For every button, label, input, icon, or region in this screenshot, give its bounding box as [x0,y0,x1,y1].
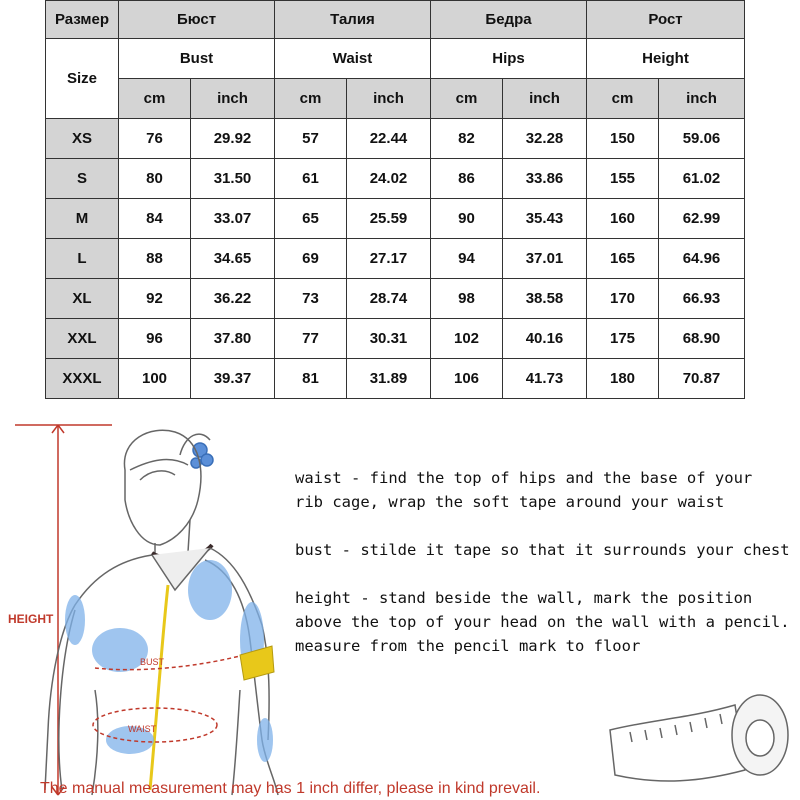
table-row [46,199,745,239]
header-ru-hips: Бедра [431,1,587,39]
height-instruction: height - stand beside the wall, mark the position above the top of your head on the wall with a pencil. measure from the pencil mark to floor [295,589,790,655]
measurement-cell: 81 [275,359,347,399]
measurement-cell: 31.89 [347,359,431,399]
size-cell: XS [46,119,119,159]
measurement-cell: 70.87 [659,359,745,399]
measurement-cell: 76 [119,119,191,159]
unit-header: inch [503,79,587,119]
measurement-cell: 36.22 [191,279,275,319]
measurement-disclaimer: The manual measurement may has 1 inch differ, please in kind prevail. [40,780,541,797]
measurement-cell: 33.07 [191,199,275,239]
measurement-cell: 41.73 [503,359,587,399]
unit-header: inch [191,79,275,119]
measurement-cell: 65 [275,199,347,239]
measurement-cell: 77 [275,319,347,359]
header-ru-waist: Талия [275,1,431,39]
measurement-cell: 28.74 [347,279,431,319]
measurement-cell: 84 [119,199,191,239]
measurement-cell: 175 [587,319,659,359]
header-en-bust: Bust [119,39,275,79]
header-ru-height: Рост [587,1,745,39]
header-row-russian [46,1,745,39]
measurement-cell: 35.43 [503,199,587,239]
waist-instruction: waist - find the top of hips and the base of your rib cage, wrap the soft tape around your waist [295,469,753,511]
bust-label: BUST [140,657,165,667]
measurement-cell: 61 [275,159,347,199]
measurement-cell: 38.58 [503,279,587,319]
measurement-cell: 61.02 [659,159,745,199]
size-chart-table [45,0,745,399]
measurement-cell: 170 [587,279,659,319]
measurement-cell: 59.06 [659,119,745,159]
header-en-height: Height [587,39,745,79]
header-row-english [46,39,745,79]
unit-header: cm [587,79,659,119]
measurement-cell: 165 [587,239,659,279]
measurement-cell: 86 [431,159,503,199]
size-cell: M [46,199,119,239]
size-cell: XXXL [46,359,119,399]
header-en-waist: Waist [275,39,431,79]
measurement-cell: 66.93 [659,279,745,319]
measurement-cell: 69 [275,239,347,279]
measurement-cell: 160 [587,199,659,239]
measurement-cell: 73 [275,279,347,319]
measurement-cell: 40.16 [503,319,587,359]
table-row [46,159,745,199]
measurement-cell: 150 [587,119,659,159]
measurement-cell: 80 [119,159,191,199]
header-row-units [46,79,745,119]
table-row [46,319,745,359]
measurement-cell: 155 [587,159,659,199]
size-cell: XL [46,279,119,319]
unit-header: cm [119,79,191,119]
measurement-cell: 62.99 [659,199,745,239]
measurement-cell: 24.02 [347,159,431,199]
header-en-hips: Hips [431,39,587,79]
measurement-cell: 90 [431,199,503,239]
measurement-cell: 30.31 [347,319,431,359]
measurement-cell: 92 [119,279,191,319]
measurement-cell: 102 [431,319,503,359]
measurement-cell: 57 [275,119,347,159]
measurement-cell: 37.80 [191,319,275,359]
measurement-cell: 94 [431,239,503,279]
header-ru-bust: Бюст [119,1,275,39]
unit-header: inch [659,79,745,119]
measurement-instructions [295,466,795,682]
waist-label: WAIST [128,724,157,734]
measurement-cell: 33.86 [503,159,587,199]
measurement-cell: 31.50 [191,159,275,199]
measurement-cell: 27.17 [347,239,431,279]
size-cell: XXL [46,319,119,359]
measurement-cell: 37.01 [503,239,587,279]
measurement-cell: 68.90 [659,319,745,359]
header-ru-size: Размер [46,1,119,39]
table-row [46,279,745,319]
measurement-cell: 96 [119,319,191,359]
measurement-cell: 32.28 [503,119,587,159]
measurement-cell: 106 [431,359,503,399]
measurement-cell: 100 [119,359,191,399]
bust-instruction: bust - stilde it tape so that it surrounds your chest [295,541,790,559]
header-size: Size [46,39,119,119]
height-label: HEIGHT [8,612,54,626]
measurement-cell: 34.65 [191,239,275,279]
unit-header: cm [431,79,503,119]
measurement-cell: 25.59 [347,199,431,239]
measurement-cell: 29.92 [191,119,275,159]
table-row [46,119,745,159]
table-row [46,359,745,399]
unit-header: inch [347,79,431,119]
table-row [46,239,745,279]
measurement-cell: 98 [431,279,503,319]
measuring-tape-roll-icon [610,695,788,781]
measurement-cell: 64.96 [659,239,745,279]
size-cell: S [46,159,119,199]
measurement-cell: 82 [431,119,503,159]
unit-header: cm [275,79,347,119]
measurement-cell: 39.37 [191,359,275,399]
measurement-cell: 88 [119,239,191,279]
size-cell: L [46,239,119,279]
measurement-cell: 22.44 [347,119,431,159]
measurement-cell: 180 [587,359,659,399]
